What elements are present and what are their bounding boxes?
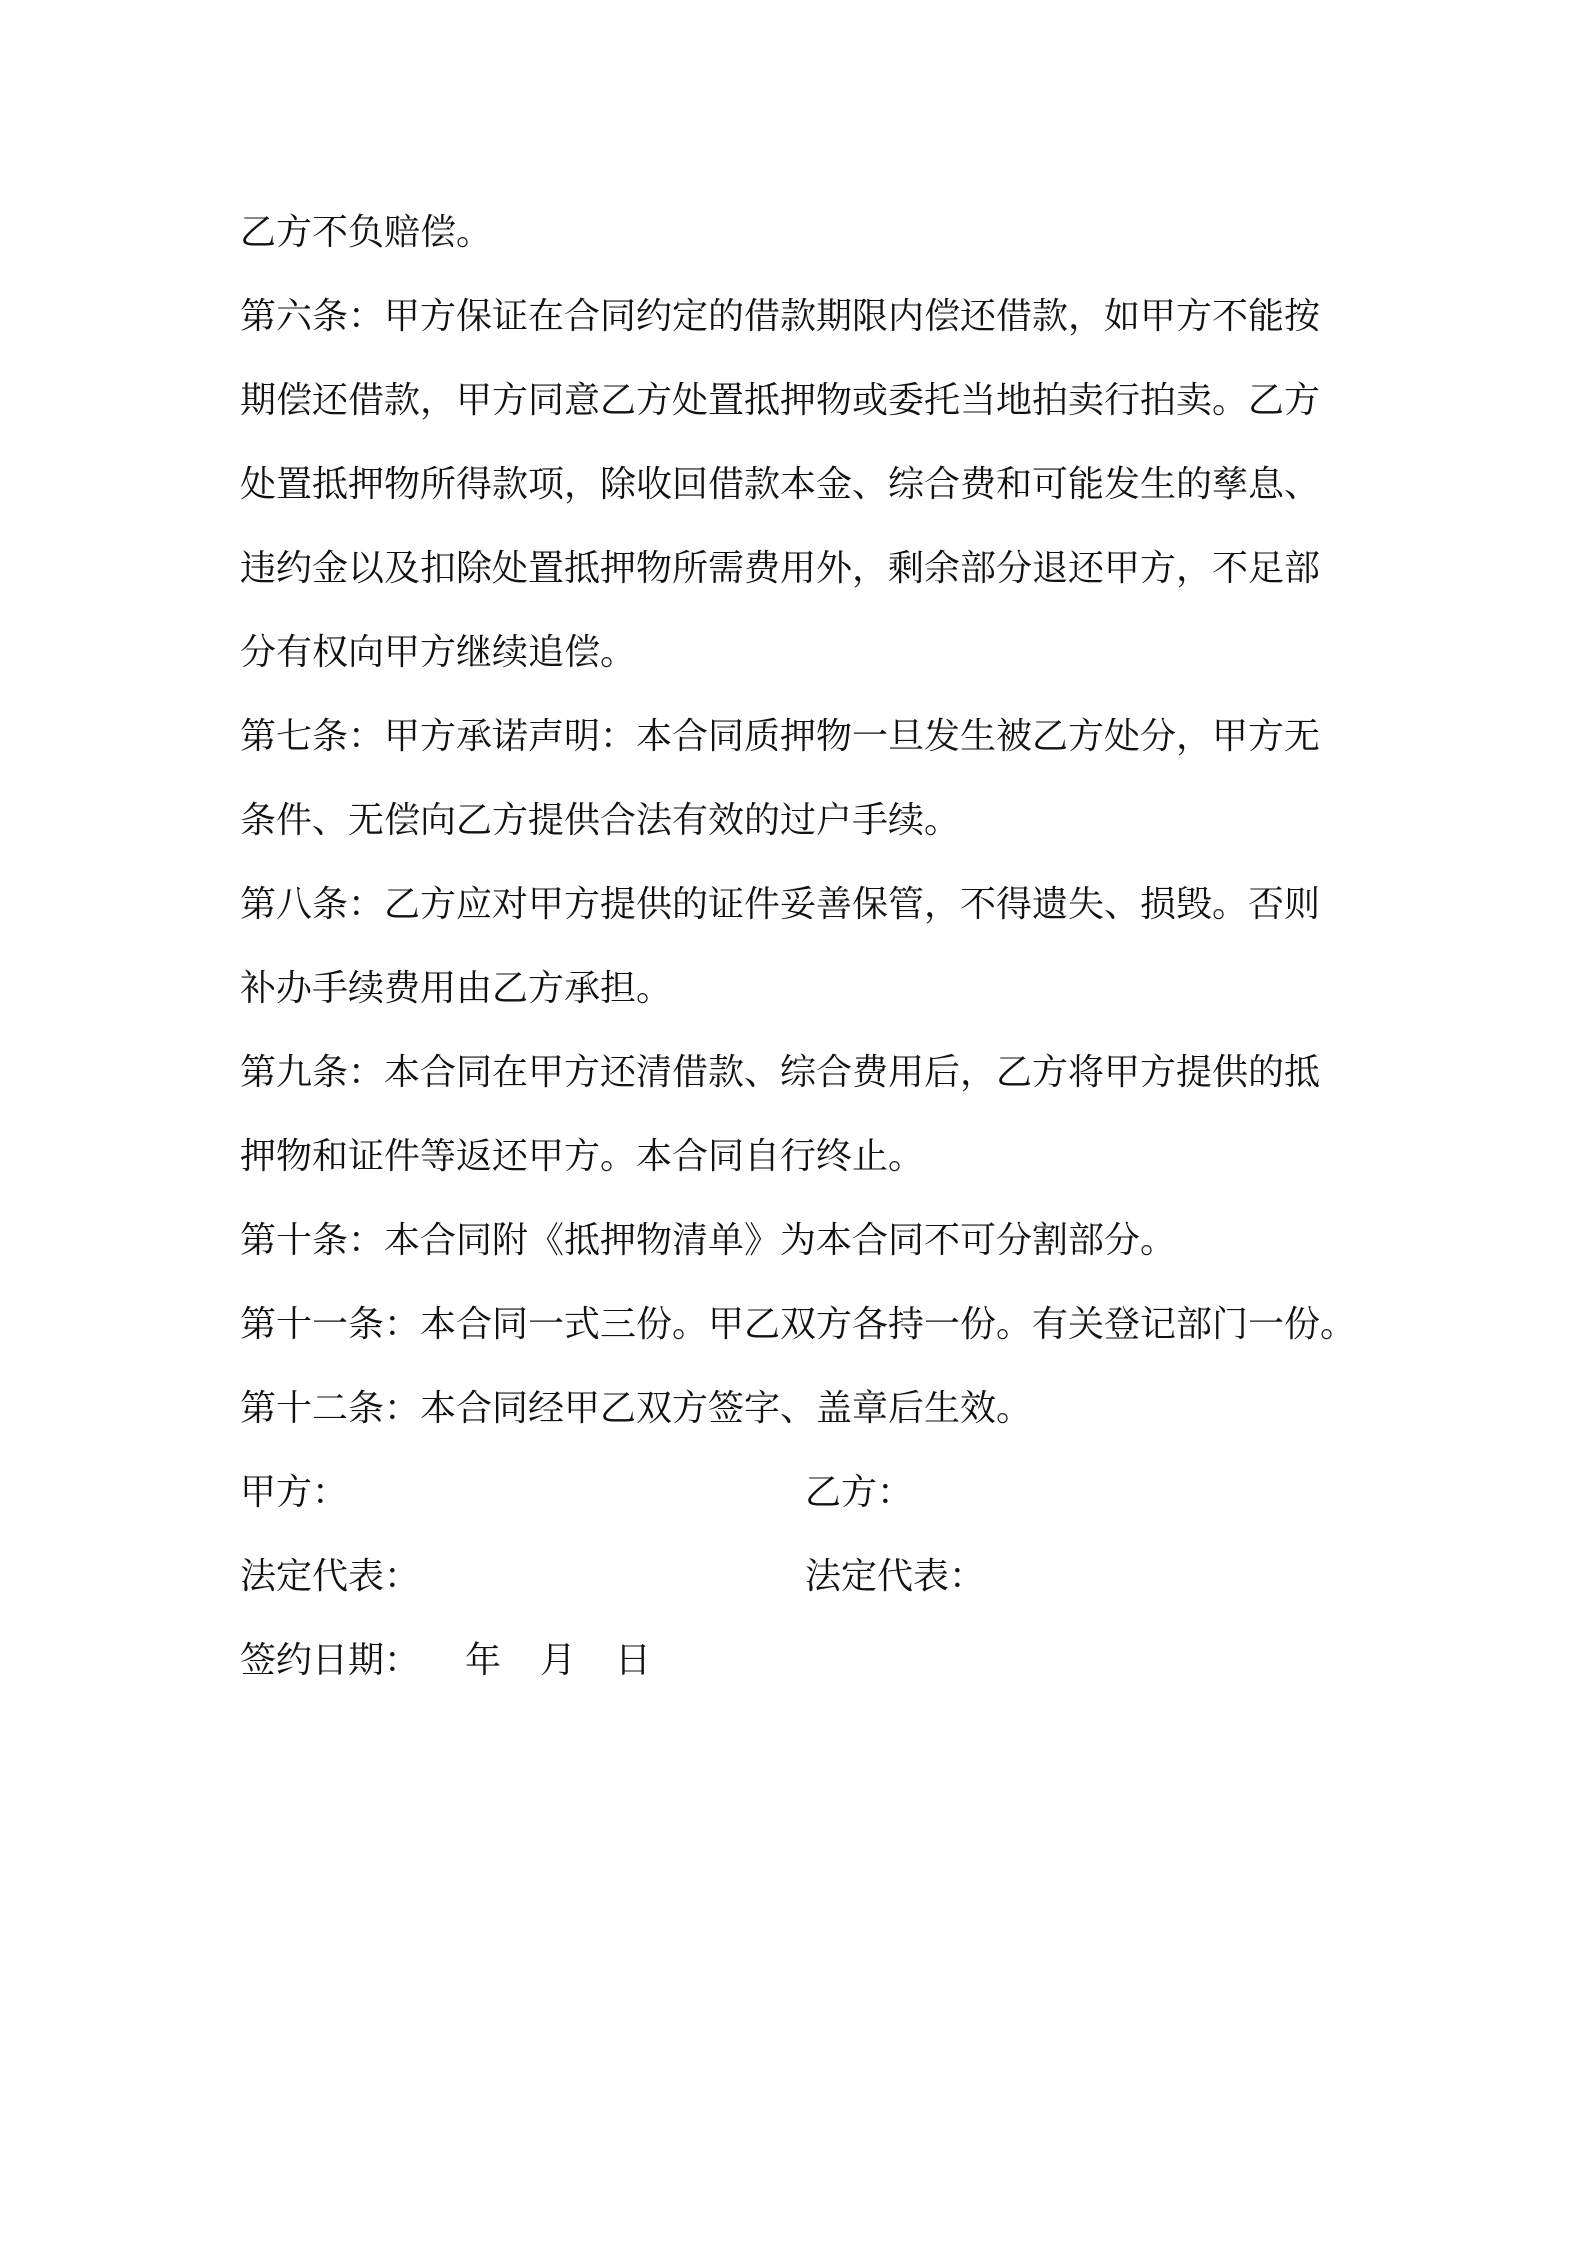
article-7-line-1: 第七条：甲方承诺声明：本合同质押物一旦发生被乙方处分，甲方无 xyxy=(240,716,1321,757)
article-8-line-2: 补办手续费用由乙方承担。 xyxy=(240,968,673,1009)
date-month-label: 月 xyxy=(540,1640,577,1681)
text-line: 乙方不负赔偿。 xyxy=(240,212,493,253)
contract-body xyxy=(240,191,1360,1703)
date-year-label: 年 xyxy=(465,1640,502,1681)
representative-row xyxy=(240,1535,1360,1619)
date-day-label: 日 xyxy=(615,1640,652,1681)
party-b-representative-label: 法定代表： xyxy=(805,1556,986,1597)
article-11-line: 第十一条：本合同一式三份。甲乙双方各持一份。有关登记部门一份。 xyxy=(240,1304,1357,1345)
article-6-line-2: 期偿还借款，甲方同意乙方处置抵押物或委托当地拍卖行拍卖。乙方 xyxy=(240,380,1321,421)
article-6-line-1: 第六条：甲方保证在合同约定的借款期限内偿还借款，如甲方不能按 xyxy=(240,296,1321,337)
signing-date-label: 签约日期： xyxy=(240,1640,421,1681)
party-row xyxy=(240,1451,1360,1535)
article-8-line-1: 第八条：乙方应对甲方提供的证件妥善保管，不得遗失、损毁。否则 xyxy=(240,884,1321,925)
article-7-line-2: 条件、无偿向乙方提供合法有效的过户手续。 xyxy=(240,800,961,841)
party-a-label: 甲方： xyxy=(240,1472,349,1513)
party-b-label: 乙方： xyxy=(805,1472,914,1513)
article-6-line-5: 分有权向甲方继续追偿。 xyxy=(240,632,637,673)
article-12-line: 第十二条：本合同经甲乙双方签字、盖章后生效。 xyxy=(240,1388,1033,1429)
article-6-line-4: 违约金以及扣除处置抵押物所需费用外，剩余部分退还甲方，不足部 xyxy=(240,548,1321,589)
article-10-line: 第十条：本合同附《抵押物清单》为本合同不可分割部分。 xyxy=(240,1220,1177,1261)
signing-date-row xyxy=(240,1619,1360,1703)
article-6-line-3: 处置抵押物所得款项，除收回借款本金、综合费和可能发生的孳息、 xyxy=(240,464,1321,505)
article-9-line-2: 押物和证件等返还甲方。本合同自行终止。 xyxy=(240,1136,925,1177)
party-a-representative-label: 法定代表： xyxy=(240,1556,421,1597)
article-9-line-1: 第九条：本合同在甲方还清借款、综合费用后，乙方将甲方提供的抵 xyxy=(240,1052,1321,1093)
